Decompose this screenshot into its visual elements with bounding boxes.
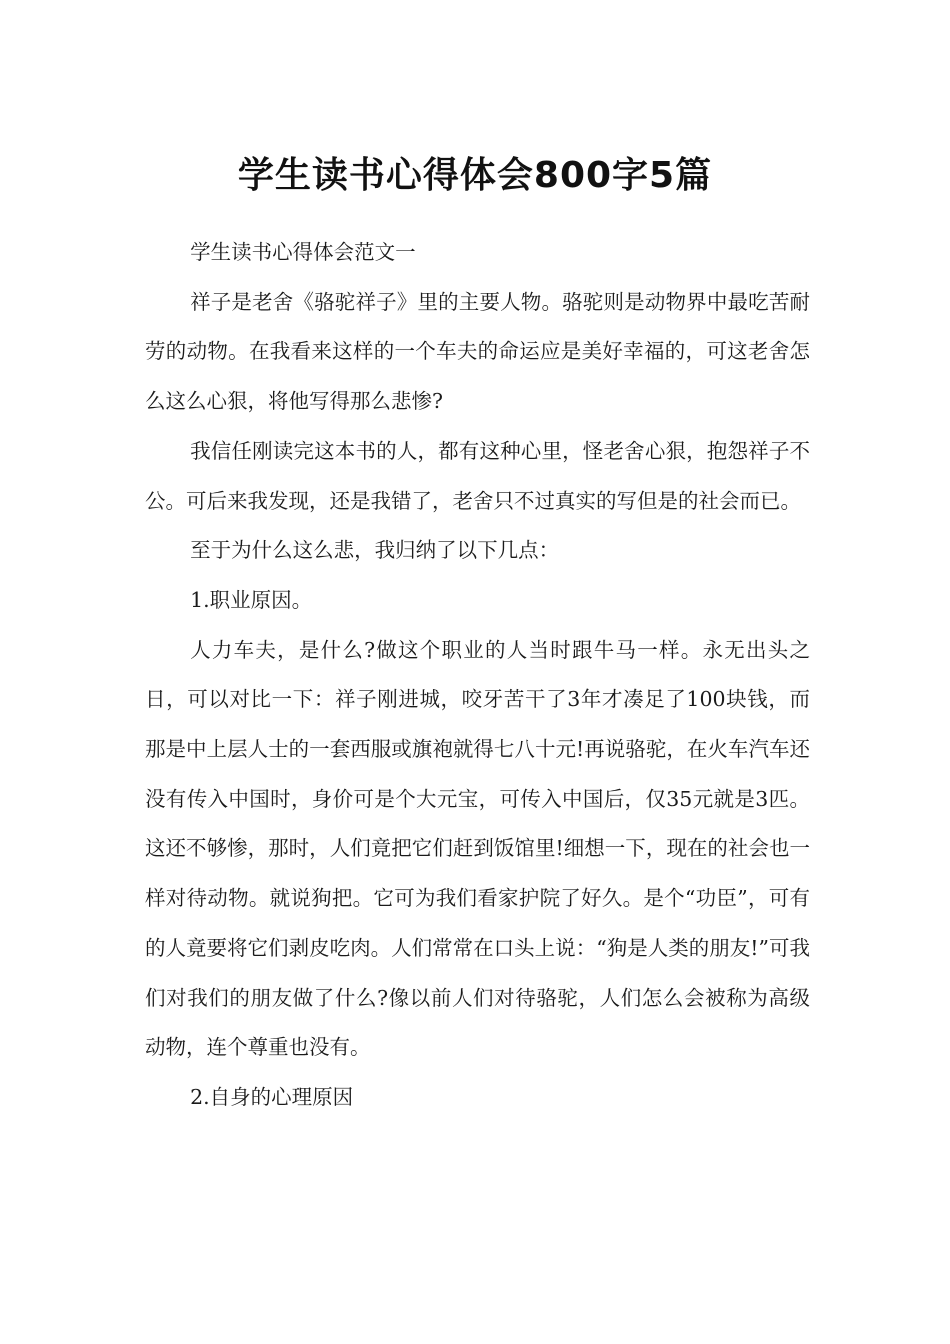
section-heading: 学生读书心得体会范文一 — [190, 240, 416, 264]
list-heading: 2.自身的心理原因 — [190, 1084, 354, 1109]
paragraph: 至于为什么这么悲，我归纳了以下几点： — [190, 538, 560, 563]
paragraph: 祥子是老舍《骆驼祥子》里的主要人物。骆驼则是动物界中最吃苦耐劳的动物。在我看来这样的一个车夫的命运应是美好幸福的，可这老舍怎么这么心狠，将他写得那么悲惨? — [145, 289, 810, 414]
paragraph: 人力车夫，是什么?做这个职业的人当时跟牛马一样。永无出头之日，可以对比一下：祥子刚进城，咬牙苦干了3年才凑足了100块钱，而那是中上层人士的一套西服或旗袍就得七八十元!再说骆驼，在火车汽车还没有传入中国时，身价可是个大元宝，可传入中国后，仅35元就是3匹。这还不够惨，那时，人们竟把它们赶到饭馆里!细想一下，现在的社会也一样对待动物。就说狗把。它可为我们看家护院了好久。是个“功臣”，可有的人竟要将它们剥皮吃肉。人们常常在口头上说：“狗是人类的朋友!”可我们对我们的朋友做了什么?像以前人们对待骆驼，人们怎么会被称为高级动物，连个尊重也没有。 — [145, 637, 810, 1060]
list-heading: 1.职业原因。 — [190, 587, 313, 612]
document-title: 学生读书心得体会800字5篇 — [237, 155, 713, 197]
paragraph: 我信任刚读完这本书的人，都有这种心里，怪老舍心狠，抱怨祥子不公。可后来我发现，还是我错了，老舍只不过真实的写但是的社会而已。 — [145, 438, 810, 513]
document-body — [145, 228, 810, 1123]
